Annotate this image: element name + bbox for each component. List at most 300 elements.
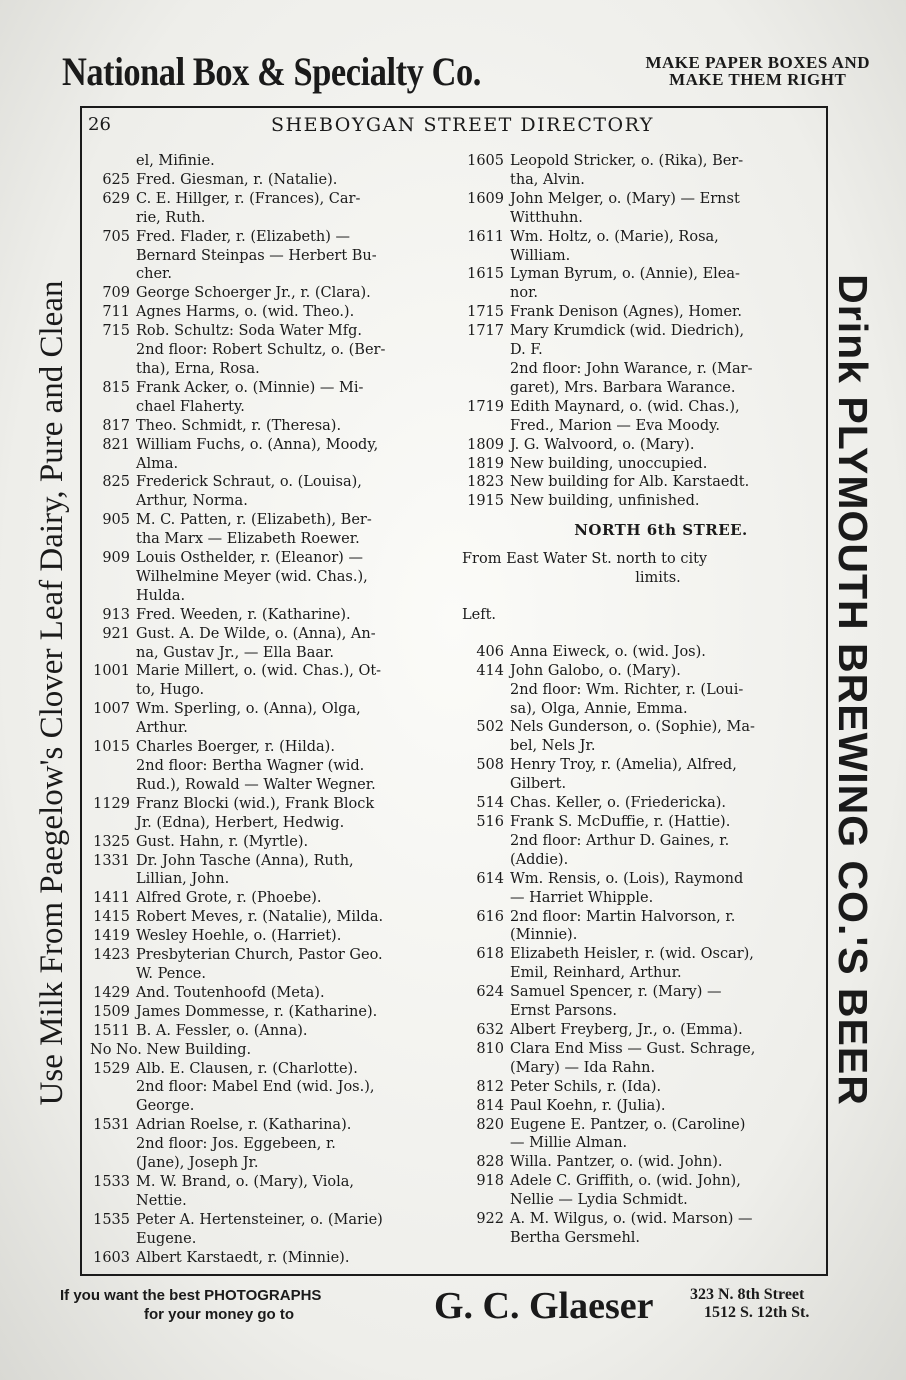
left-rule [80, 106, 82, 1276]
house-number: 810 [476, 1040, 504, 1057]
entry-text: J. G. Walvoord, o. (Mary). [510, 436, 695, 453]
directory-entry-line [88, 303, 456, 322]
house-number: 820 [476, 1116, 504, 1133]
directory-entry-line [462, 247, 830, 266]
house-number: 1529 [93, 1060, 130, 1077]
directory-entry-line [88, 322, 456, 341]
entry-text: Gust. A. De Wilde, o. (Anna), An- [136, 625, 376, 642]
entry-text: John Galobo, o. (Mary). [510, 662, 681, 679]
entry-text: Nettie. [136, 1192, 187, 1209]
directory-entry-line [88, 511, 456, 530]
directory-entry-line [88, 1060, 456, 1079]
house-number: 909 [102, 550, 130, 567]
entry-text: Edith Maynard, o. (wid. Chas.), [510, 398, 740, 415]
bottom-ad-name: G. C. Glaeser [434, 1285, 654, 1327]
directory-entry-line [88, 190, 456, 209]
entry-text: Robert Meves, r. (Natalie), Milda. [136, 909, 384, 926]
directory-entry-line [88, 776, 456, 795]
directory-entry-line [462, 1116, 830, 1135]
entry-text: Theo. Schmidt, r. (Theresa). [136, 417, 342, 434]
entry-text: Samuel Spencer, r. (Mary) — [510, 984, 722, 1001]
entry-text: Alma. [136, 455, 179, 472]
entry-text: — Harriet Whipple. [510, 889, 654, 906]
house-number: 1615 [467, 266, 504, 283]
directory-entry-line [462, 492, 830, 511]
directory-entry-line [462, 379, 830, 398]
directory-entry-line [88, 265, 456, 284]
directory-entry-line [462, 1210, 830, 1229]
entry-text: Ernst Parsons. [510, 1003, 617, 1020]
bottom-ad-line1: If you want the best PHOTOGRAPHS [60, 1287, 322, 1304]
entry-text: Gilbert. [510, 776, 567, 793]
directory-entry-line [462, 171, 830, 190]
directory-entry-line [462, 398, 830, 417]
right-column-top-entries [462, 152, 830, 511]
entry-text: Albert Freyberg, Jr., o. (Emma). [510, 1021, 743, 1038]
entry-text: 2nd floor: John Warance, r. (Mar- [510, 360, 753, 377]
directory-entry-line [462, 1172, 830, 1191]
house-number: 625 [102, 171, 130, 188]
entry-text: And. Toutenhoofd (Meta). [136, 984, 325, 1001]
directory-entry-line [462, 983, 830, 1002]
entry-text: 2nd floor: Martin Halvorson, r. [510, 908, 736, 925]
directory-entry-line [462, 303, 830, 322]
directory-entry-line [88, 644, 456, 663]
entry-text: Bernard Steinpas — Herbert Bu- [136, 247, 377, 264]
directory-entry-line [88, 1192, 456, 1211]
house-number: 705 [102, 228, 130, 245]
bottom-rule [80, 1274, 828, 1276]
bottom-advertisement [58, 1284, 878, 1334]
house-number: 1715 [467, 304, 504, 321]
house-number: 1509 [93, 1003, 130, 1020]
entry-text: tha, Alvin. [510, 171, 585, 188]
section-limits: limits. [635, 570, 681, 587]
entry-text: M. C. Patten, r. (Elizabeth), Ber- [136, 512, 372, 529]
directory-entry-line [88, 662, 456, 681]
directory-entry-line [88, 946, 456, 965]
entry-text: Peter Schils, r. (Ida). [510, 1078, 662, 1095]
directory-entry-line [88, 1116, 456, 1135]
left-column [88, 152, 456, 1267]
entry-text: Fred. Giesman, r. (Natalie). [136, 171, 338, 188]
entry-text: Wm. Sperling, o. (Anna), Olga, [136, 701, 361, 718]
house-number: 1007 [93, 701, 130, 718]
directory-entry-line [462, 756, 830, 775]
entry-text: William Fuchs, o. (Anna), Moody, [136, 436, 379, 453]
entry-text: bel, Nels Jr. [510, 738, 596, 755]
entry-text: to, Hugo. [136, 682, 205, 699]
house-number: 1609 [467, 190, 504, 207]
house-number: 1415 [93, 909, 130, 926]
entry-text: nor. [510, 285, 539, 302]
entry-text: el, Mifinie. [136, 153, 215, 169]
entry-text: A. M. Wilgus, o. (wid. Marson) — [510, 1211, 753, 1228]
entry-text: Lillian, John. [136, 871, 230, 888]
house-number: 905 [102, 512, 130, 529]
entry-text: New building for Alb. Karstaedt. [510, 474, 750, 491]
directory-entry-line [462, 1078, 830, 1097]
entry-text: Elizabeth Heisler, r. (wid. Oscar), [510, 946, 754, 963]
directory-entry-line [88, 908, 456, 927]
house-number: 921 [102, 625, 130, 642]
entry-text: Emil, Reinhard, Arthur. [510, 965, 682, 982]
directory-entry-line [88, 360, 456, 379]
directory-entry-line [462, 341, 830, 360]
directory-entry-line [462, 1097, 830, 1116]
directory-entry-line [88, 870, 456, 889]
page-header [84, 112, 824, 140]
entry-text: No No. New Building. [90, 1041, 252, 1058]
directory-entry-line [88, 568, 456, 587]
directory-entry-line [462, 889, 830, 908]
section-from-line: From East Water St. north to city [462, 551, 708, 568]
directory-entry-line [462, 775, 830, 794]
directory-entry-line [88, 436, 456, 455]
house-number: 1411 [93, 890, 130, 907]
directory-entry-line [462, 1229, 830, 1248]
directory-entry-line [88, 1211, 456, 1230]
entry-text: Hulda. [136, 587, 186, 604]
entry-text: Anna Eiweck, o. (wid. Jos). [510, 643, 706, 660]
directory-entry-line [88, 473, 456, 492]
entry-text: W. Pence. [136, 965, 206, 982]
entry-text: Rob. Schultz: Soda Water Mfg. [136, 323, 363, 340]
top-ad-company: National Box & Specialty Co. [62, 49, 481, 94]
entry-text: Clara End Miss — Gust. Schrage, [510, 1040, 756, 1057]
directory-entry-line [88, 681, 456, 700]
page-title: SHEBOYGAN STREET DIRECTORY [271, 114, 654, 136]
directory-entry-line [462, 851, 830, 870]
directory-entry-line [462, 718, 830, 737]
house-number: 406 [476, 643, 504, 660]
house-number: 1719 [467, 398, 504, 415]
house-number: 817 [102, 417, 130, 434]
entry-text: Adrian Roelse, r. (Katharina). [136, 1117, 352, 1134]
entry-text: Arthur. [136, 720, 188, 737]
directory-entry-line [88, 852, 456, 871]
house-number: 715 [102, 323, 130, 340]
entry-text: Leopold Stricker, o. (Rika), Ber- [510, 153, 744, 169]
directory-entry-line [462, 737, 830, 756]
directory-entry-line [462, 1002, 830, 1021]
directory-entry-line [88, 1097, 456, 1116]
house-number: 516 [476, 814, 504, 830]
directory-entry-line [88, 1078, 456, 1097]
house-number: 624 [476, 984, 504, 1001]
entry-text: Adele C. Griffith, o. (wid. John), [510, 1173, 741, 1190]
house-number: 1819 [467, 455, 504, 472]
directory-entry-line [88, 1173, 456, 1192]
directory-entry-line [462, 1059, 830, 1078]
entry-text: Bertha Gersmehl. [510, 1229, 641, 1246]
entry-text: Peter A. Hertensteiner, o. (Marie) [136, 1211, 383, 1228]
entry-text: Wm. Holtz, o. (Marie), Rosa, [510, 228, 719, 245]
house-number: 1533 [93, 1173, 130, 1190]
directory-entry-line [462, 964, 830, 983]
left-side-advertisement [30, 110, 74, 1275]
house-number: 815 [102, 379, 130, 396]
top-ad-slogan [645, 54, 870, 88]
directory-entry-line [88, 171, 456, 190]
bottom-ad-address2: 1512 S. 12th St. [704, 1304, 810, 1321]
entry-text: Frank S. McDuffie, r. (Hattie). [510, 814, 731, 830]
directory-entry-line [88, 587, 456, 606]
house-number: 1423 [93, 947, 130, 964]
directory-entry-line [462, 832, 830, 851]
directory-entry-line [88, 209, 456, 228]
entry-text: rie, Ruth. [136, 209, 206, 226]
house-number: 709 [102, 285, 130, 302]
section-title: NORTH 6th STREE. [574, 521, 748, 540]
entry-text: Chas. Keller, o. (Friedericka). [510, 795, 726, 812]
directory-entry-line [88, 1003, 456, 1022]
entry-text: 2nd floor: Mabel End (wid. Jos.), [136, 1079, 375, 1096]
directory-entry-line [462, 794, 830, 813]
house-number: 828 [476, 1154, 504, 1171]
house-number: 1717 [467, 323, 504, 340]
entry-text: Fred., Marion — Eva Moody. [510, 417, 721, 434]
house-number: 1823 [467, 474, 504, 491]
entry-text: sa), Olga, Annie, Emma. [510, 700, 688, 717]
house-number: 1511 [93, 1022, 130, 1039]
entry-text: Marie Millert, o. (wid. Chas.), Ot- [136, 663, 382, 680]
entry-text: 2nd floor: Arthur D. Gaines, r. [510, 832, 730, 849]
right-side-ad-text: Drink PLYMOUTH BREWING CO.'S BEER [830, 274, 876, 1106]
directory-entry-line [462, 473, 830, 492]
entry-text: (Minnie). [510, 927, 578, 944]
entry-text: Eugene E. Pantzer, o. (Caroline) [510, 1116, 746, 1133]
entry-text: garet), Mrs. Barbara Warance. [510, 379, 736, 396]
entry-text: tha Marx — Elizabeth Roewer. [136, 531, 360, 548]
directory-entry-line [88, 965, 456, 984]
entry-text: Agnes Harms, o. (wid. Theo.). [136, 304, 355, 321]
directory-entry-line [88, 719, 456, 738]
entry-text: (Mary) — Ida Rahn. [510, 1059, 656, 1076]
house-number: 1809 [467, 436, 504, 453]
directory-entry-line [462, 1191, 830, 1210]
entry-text: Rud.), Rowald — Walter Wegner. [136, 776, 376, 793]
directory-entry-line [88, 833, 456, 852]
directory-entry-line [462, 813, 830, 832]
entry-text: Franz Blocki (wid.), Frank Block [136, 795, 375, 812]
entry-text: chael Flaherty. [136, 398, 245, 415]
entry-text: Gust. Hahn, r. (Myrtle). [136, 833, 309, 850]
entry-text: New building, unoccupied. [510, 455, 708, 472]
directory-entry-line [462, 284, 830, 303]
entry-text: Wesley Hoehle, o. (Harriet). [136, 928, 342, 945]
directory-entry-line [88, 1041, 456, 1060]
house-number: 922 [476, 1211, 504, 1228]
directory-entry-line [88, 625, 456, 644]
house-number: 632 [476, 1021, 504, 1038]
house-number: 1001 [93, 663, 130, 680]
entry-text: Lyman Byrum, o. (Annie), Elea- [510, 266, 740, 283]
entry-text: Alb. E. Clausen, r. (Charlotte). [136, 1060, 358, 1077]
house-number: 1419 [93, 928, 130, 945]
top-ad-slogan-line2: MAKE THEM RIGHT [669, 70, 847, 89]
directory-entry-line [88, 1230, 456, 1249]
entry-text: Fred. Weeden, r. (Katharine). [136, 606, 351, 623]
entry-text: Eugene. [136, 1230, 197, 1247]
entry-text: Nellie — Lydia Schmidt. [510, 1192, 688, 1209]
directory-entry-line [88, 228, 456, 247]
directory-entry-line [462, 700, 830, 719]
entry-text: Henry Troy, r. (Amelia), Alfred, [510, 757, 737, 774]
directory-entry-line [462, 1153, 830, 1172]
directory-entry-line [88, 1135, 456, 1154]
house-number: 616 [476, 908, 504, 925]
directory-entry-line [88, 417, 456, 436]
entry-text: George. [136, 1098, 195, 1115]
directory-entry-line [88, 492, 456, 511]
entry-text: Alfred Grote, r. (Phoebe). [136, 890, 322, 907]
house-number: 502 [476, 719, 504, 736]
house-number: 1915 [467, 493, 504, 510]
directory-entry-line [462, 360, 830, 379]
directory-entry-line [88, 738, 456, 757]
top-rule [80, 106, 828, 108]
directory-entry-line [88, 247, 456, 266]
house-number: 1015 [93, 739, 130, 756]
entry-text: Wm. Rensis, o. (Lois), Raymond [510, 870, 744, 887]
directory-entry-line [88, 284, 456, 303]
entry-text: Mary Krumdick (wid. Diedrich), [510, 323, 745, 340]
entry-text: William. [510, 247, 571, 264]
directory-entry-line [462, 1040, 830, 1059]
directory-entry-line [88, 814, 456, 833]
directory-entry-line [462, 1134, 830, 1153]
entry-text: 2nd floor: Bertha Wagner (wid. [136, 758, 365, 774]
entry-text: Albert Karstaedt, r. (Minnie). [136, 1249, 350, 1266]
directory-entry-line [88, 152, 456, 171]
entry-text: John Melger, o. (Mary) — Ernst [510, 190, 740, 207]
entry-text: James Dommesse, r. (Katharine). [136, 1003, 378, 1020]
entry-text: Fred. Flader, r. (Elizabeth) — [136, 228, 350, 245]
house-number: 711 [102, 304, 130, 321]
entry-text: New building, unfinished. [510, 493, 700, 510]
house-number: 1605 [467, 153, 504, 169]
directory-entry-line [462, 945, 830, 964]
house-number: 913 [102, 606, 130, 623]
entry-text: D. F. [510, 342, 543, 359]
house-number: 1603 [93, 1249, 130, 1266]
directory-entry-line [88, 379, 456, 398]
entry-text: B. A. Fessler, o. (Anna). [136, 1022, 308, 1039]
entry-text: Jr. (Edna), Herbert, Hedwig. [136, 814, 345, 831]
left-side-ad-text: Use Milk From Paegelow's Clover Leaf Dairy, Pure and Clean [34, 280, 70, 1105]
entry-text: M. W. Brand, o. (Mary), Viola, [136, 1173, 355, 1190]
directory-entry-line [462, 681, 830, 700]
house-number: 812 [476, 1078, 504, 1095]
directory-entry-line [462, 926, 830, 945]
directory-entry-line [462, 436, 830, 455]
entry-text: (Addie). [510, 851, 569, 868]
house-number: 629 [102, 190, 130, 207]
directory-entry-line [88, 927, 456, 946]
top-ad-slogan-line1: MAKE PAPER BOXES AND [645, 53, 870, 72]
directory-entry-line [462, 265, 830, 284]
entry-text: Witthuhn. [510, 209, 583, 226]
house-number: 1535 [93, 1211, 130, 1228]
entry-text: 2nd floor: Robert Schultz, o. (Ber- [136, 342, 386, 359]
entry-text: Dr. John Tasche (Anna), Ruth, [136, 852, 354, 869]
entry-text: Willa. Pantzer, o. (wid. John). [510, 1154, 723, 1171]
directory-entry-line [88, 1249, 456, 1268]
directory-entry-line [462, 209, 830, 228]
right-column-bottom-entries [462, 643, 830, 1248]
directory-entry-line [462, 228, 830, 247]
directory-entry-line [88, 984, 456, 1003]
directory-entry-line [88, 795, 456, 814]
bottom-ad-line2: for your money go to [144, 1306, 294, 1323]
entry-text: 2nd floor: Wm. Richter, r. (Loui- [510, 681, 744, 698]
house-number: 1331 [93, 852, 130, 869]
house-number: 1429 [93, 984, 130, 1001]
entry-text: Wilhelmine Meyer (wid. Chas.), [136, 568, 368, 585]
directory-entry-line [88, 1154, 456, 1173]
entry-text: Arthur, Norma. [136, 493, 248, 510]
house-number: 514 [476, 795, 504, 812]
entry-text: — Millie Alman. [510, 1135, 628, 1152]
directory-entry-line [88, 757, 456, 776]
entry-text: tha), Erna, Rosa. [136, 360, 260, 377]
entry-text: Paul Koehn, r. (Julia). [510, 1097, 666, 1114]
house-number: 1325 [93, 833, 130, 850]
house-number: 1531 [93, 1117, 130, 1134]
house-number: 508 [476, 757, 504, 774]
entry-text: Frank Acker, o. (Minnie) — Mi- [136, 379, 364, 396]
house-number: 1611 [467, 228, 504, 245]
directory-entry-line [88, 455, 456, 474]
entry-text: Frederick Schraut, o. (Louisa), [136, 474, 362, 491]
directory-entry-line [462, 662, 830, 681]
right-side-advertisement [828, 104, 878, 1276]
entry-text: Charles Boerger, r. (Hilda). [136, 739, 335, 756]
entry-text: na, Gustav Jr., — Ella Baar. [136, 644, 334, 661]
directory-entry-line [88, 530, 456, 549]
top-advertisement [58, 48, 878, 98]
entry-text: Presbyterian Church, Pastor Geo. [136, 947, 383, 964]
directory-entry-line [462, 152, 830, 171]
entry-text: George Schoerger Jr., r. (Clara). [136, 285, 371, 302]
directory-entry-line [462, 455, 830, 474]
page-number: 26 [88, 114, 111, 135]
house-number: 814 [476, 1097, 504, 1114]
right-column [462, 152, 830, 1248]
directory-entry-line [88, 606, 456, 625]
directory-entry-line [88, 889, 456, 908]
directory-entry-line [462, 870, 830, 889]
house-number: 821 [102, 436, 130, 453]
entry-text: (Jane), Joseph Jr. [136, 1155, 259, 1172]
directory-entry-line [462, 643, 830, 662]
house-number: 614 [476, 870, 504, 887]
entry-text: cher. [136, 266, 172, 283]
directory-entry-line [462, 1021, 830, 1040]
directory-entry-line [88, 341, 456, 360]
entry-text: Frank Denison (Agnes), Homer. [510, 304, 742, 321]
bottom-ad-address1: 323 N. 8th Street [690, 1286, 805, 1303]
directory-entry-line [88, 700, 456, 719]
house-number: 414 [476, 662, 504, 679]
directory-entry-line [88, 549, 456, 568]
entry-text: C. E. Hillger, r. (Frances), Car- [136, 190, 361, 207]
directory-entry-line [88, 1022, 456, 1041]
directory-entry-line [462, 190, 830, 209]
directory-entry-line [88, 398, 456, 417]
house-number: 1129 [93, 795, 130, 812]
